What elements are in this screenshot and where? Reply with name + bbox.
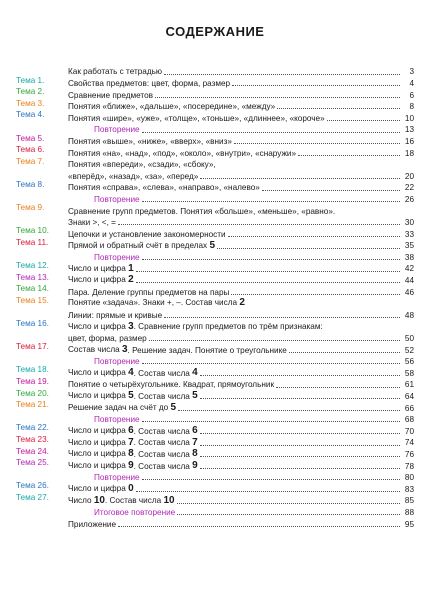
dot-leader	[142, 479, 400, 480]
toc-entry-title: Повторение	[94, 125, 140, 135]
toc-entry-topic-number: Тема 23.	[16, 435, 49, 444]
toc-entry-page: 83	[404, 484, 414, 494]
toc-entry-title: Состав числа 3	[68, 343, 128, 355]
toc-entry-body	[68, 123, 414, 135]
toc-entry-title: Приложение	[68, 519, 117, 529]
toc-entry-line	[68, 343, 414, 355]
dot-leader	[234, 143, 400, 144]
toc-entry-title-cont: . Состав числа	[133, 426, 190, 436]
toc-entry-page: 22	[404, 183, 414, 193]
table-of-contents	[16, 65, 414, 529]
toc-entry[interactable]	[16, 343, 414, 355]
dot-leader	[142, 201, 400, 202]
dot-leader	[178, 410, 400, 411]
toc-entry-title: Число и цифра 8	[68, 448, 134, 460]
dot-leader	[142, 363, 400, 364]
toc-entry[interactable]	[16, 251, 414, 263]
toc-entry-page: 48	[404, 310, 414, 320]
toc-entry-number: 1	[128, 262, 134, 274]
toc-entry-number: 5	[192, 390, 198, 402]
toc-entry-title-line2: Линии: прямые и кривые	[68, 310, 163, 320]
dot-leader	[142, 259, 400, 260]
toc-entry-line	[94, 355, 414, 367]
toc-entry-topic-number: Тема 6.	[16, 145, 45, 155]
dot-leader	[277, 108, 400, 109]
toc-entry[interactable]	[16, 517, 414, 529]
toc-entry-body	[68, 65, 414, 77]
toc-entry-number: 10	[93, 494, 105, 506]
toc-entry-title-cont: . Состав числа	[133, 392, 190, 402]
page-title: СОДЕРЖАНИЕ	[165, 24, 265, 39]
toc-entry-topic-number: Тема 2.	[16, 87, 45, 97]
toc-entry-number: 4	[128, 367, 134, 379]
dot-leader	[200, 375, 400, 376]
toc-entry-line	[68, 100, 414, 112]
toc-entry-body	[68, 343, 414, 355]
toc-entry-line	[68, 401, 414, 413]
toc-entry-body	[68, 181, 414, 193]
toc-entry[interactable]	[16, 482, 414, 494]
toc-entry-body	[68, 401, 414, 413]
toc-entry-topic-number: Тема 12.	[16, 261, 49, 271]
dot-leader	[149, 340, 400, 341]
toc-entry-number: 3	[128, 320, 134, 332]
toc-entry-body	[68, 482, 414, 494]
toc-entry[interactable]	[16, 471, 414, 483]
toc-entry-page: 76	[404, 449, 414, 459]
toc-entry-topic-number: Тема 1.	[16, 75, 45, 85]
toc-entry-line	[68, 494, 414, 506]
toc-entry-line	[68, 448, 414, 460]
toc-entry-line	[94, 123, 414, 135]
toc-entry-page: 46	[404, 287, 414, 297]
toc-entry-line	[94, 506, 414, 518]
toc-entry-body	[68, 88, 414, 100]
dot-leader	[118, 526, 400, 527]
dot-leader	[200, 433, 400, 434]
toc-entry-body	[68, 413, 414, 425]
toc-entry[interactable]	[16, 158, 414, 181]
toc-entry-topic-number: Тема 25.	[16, 458, 49, 468]
dot-leader	[217, 248, 400, 249]
toc-entry-title-line2: «вперёд», «назад», «за», «перед»	[68, 171, 199, 181]
toc-entry[interactable]	[16, 355, 414, 367]
toc-entry-line	[94, 251, 414, 263]
toc-entry-topic-number: Тема 27.	[16, 492, 49, 502]
toc-entry-line	[94, 193, 414, 205]
toc-entry-title-cont: . Состав числа	[133, 438, 190, 448]
toc-entry-page: 68	[404, 415, 414, 425]
toc-entry-topic-number: Тема 14.	[16, 284, 49, 294]
toc-entry-title-cont: . Состав числа	[104, 496, 162, 506]
toc-entry-line	[68, 181, 414, 193]
toc-entry-title: Число и цифра 5	[68, 390, 134, 402]
toc-entry-topic-number: Тема 24.	[16, 446, 49, 456]
toc-entry-title: Сравнение групп предметов. Понятия «больше», «меньше», «равно».	[68, 206, 336, 216]
toc-entry-line	[68, 158, 414, 170]
toc-entry-number: 2	[239, 297, 245, 309]
toc-entry-page: 8	[409, 102, 414, 112]
toc-entry-title-cont: . Состав числа	[133, 449, 190, 459]
toc-entry-body	[68, 297, 414, 320]
toc-entry[interactable]	[16, 181, 414, 193]
toc-entry-line	[68, 239, 414, 251]
toc-entry-body	[68, 262, 414, 274]
toc-entry-topic-number: Тема 18.	[16, 365, 49, 375]
toc-entry-topic-number: Тема 5.	[16, 133, 45, 143]
toc-entry-body	[68, 320, 414, 343]
toc-entry-page: 52	[404, 345, 414, 355]
toc-entry-topic-number: Тема 26.	[16, 481, 49, 491]
toc-entry-line	[68, 320, 414, 332]
toc-entry-page: 35	[404, 241, 414, 251]
toc-entry[interactable]	[16, 401, 414, 413]
toc-entry-title: Повторение	[94, 473, 140, 483]
toc-entry-title: Число и цифра 1	[68, 262, 134, 274]
toc-entry[interactable]	[16, 297, 414, 320]
dot-leader	[327, 120, 400, 121]
toc-entry[interactable]	[16, 123, 414, 135]
toc-entry[interactable]	[16, 239, 414, 251]
toc-entry-topic-number: Тема 16.	[16, 319, 49, 329]
toc-entry-title: Повторение	[94, 357, 140, 367]
toc-entry-body	[68, 135, 414, 147]
toc-entry-title: Понятие о четырёхугольнике. Квадрат, прямоугольник	[68, 380, 275, 390]
toc-entry-title: Число и цифра 3	[68, 320, 134, 332]
toc-entry[interactable]	[16, 100, 414, 112]
toc-entry-title: Понятия «впереди», «сзади», «сбоку»,	[68, 160, 216, 170]
toc-entry-page: 33	[404, 229, 414, 239]
toc-entry-body	[68, 158, 414, 181]
toc-entry-title: Число и цифра 0	[68, 482, 134, 494]
dot-leader	[142, 132, 400, 133]
toc-entry-page: 66	[404, 403, 414, 413]
toc-entry-body	[68, 366, 414, 378]
toc-entry-number: 5	[170, 401, 177, 413]
toc-entry-body	[68, 77, 414, 89]
dot-leader	[200, 456, 400, 457]
toc-entry-body	[68, 146, 414, 158]
toc-entry-title: Повторение	[94, 415, 140, 425]
toc-entry-title: Итоговое повторение	[94, 507, 176, 517]
toc-entry-topic-number: Тема 3.	[16, 98, 45, 108]
toc-entry[interactable]	[16, 494, 414, 506]
toc-entry[interactable]	[16, 459, 414, 471]
toc-entry-page: 42	[404, 264, 414, 274]
toc-entry-number: 9	[192, 459, 198, 471]
toc-entry-body	[68, 506, 414, 518]
toc-entry[interactable]	[16, 506, 414, 518]
toc-entry-line	[68, 436, 414, 448]
toc-entry-number: 8	[128, 448, 134, 460]
toc-entry-line	[68, 378, 414, 390]
toc-entry-line	[68, 135, 414, 147]
toc-entry-title: Понятия «шире», «уже», «толще», «тоньше», «длиннее», «короче»	[68, 113, 325, 123]
toc-entry-page: 88	[404, 507, 414, 517]
toc-entry-line	[68, 216, 414, 228]
toc-entry-number: 2	[128, 274, 134, 286]
toc-entry-topic-number: Тема 7.	[16, 156, 45, 166]
toc-entry-line	[94, 471, 414, 483]
dot-leader	[231, 294, 400, 295]
dot-leader	[200, 468, 400, 469]
toc-entry-line	[68, 146, 414, 158]
toc-entry-page: 70	[404, 426, 414, 436]
toc-entry-line	[68, 308, 414, 320]
toc-entry-line	[68, 459, 414, 471]
toc-entry[interactable]	[16, 413, 414, 425]
toc-entry[interactable]	[16, 424, 414, 436]
toc-entry-line	[68, 285, 414, 297]
toc-entry[interactable]	[16, 320, 414, 343]
toc-entry-body	[68, 471, 414, 483]
toc-entry-number: 10	[163, 494, 175, 506]
toc-entry[interactable]	[16, 274, 414, 286]
toc-entry-title: Число и цифра 4	[68, 367, 134, 379]
dot-leader	[164, 74, 400, 75]
toc-entry-title-line2: цвет, форма, размер	[68, 334, 147, 344]
toc-entry-number: 4	[192, 367, 198, 379]
toc-entry-line	[68, 482, 414, 494]
toc-entry-body	[68, 424, 414, 436]
toc-entry-page: 44	[404, 276, 414, 286]
toc-entry[interactable]	[16, 65, 414, 77]
toc-entry-page: 4	[409, 78, 414, 88]
toc-entry-line	[68, 169, 414, 181]
toc-entry-body	[68, 193, 414, 205]
toc-entry-line	[68, 274, 414, 286]
dot-leader	[200, 178, 400, 179]
toc-entry-page: 95	[404, 519, 414, 529]
toc-entry-body	[68, 111, 414, 123]
toc-entry-line	[68, 366, 414, 378]
toc-entry-line	[68, 65, 414, 77]
dot-leader	[276, 387, 400, 388]
toc-entry-line	[68, 517, 414, 529]
toc-entry-number: 6	[192, 425, 198, 436]
toc-entry-number: 7	[128, 436, 134, 448]
toc-entry-body	[68, 448, 414, 460]
toc-entry-body	[68, 239, 414, 251]
dot-leader	[232, 85, 400, 86]
toc-entry-line	[68, 88, 414, 100]
toc-entry-topic-number: Тема 11.	[16, 237, 49, 247]
toc-entry-line	[68, 390, 414, 402]
toc-entry[interactable]	[16, 135, 414, 147]
toc-entry-line	[68, 297, 414, 309]
toc-entry-page: 18	[404, 148, 414, 158]
toc-entry[interactable]	[16, 111, 414, 123]
toc-entry[interactable]	[16, 390, 414, 402]
toc-entry-title: Понятия «выше», «ниже», «вверх», «вниз»	[68, 136, 232, 146]
toc-entry-title: Свойства предметов: цвет, форма, размер	[68, 78, 231, 88]
toc-entry-line	[68, 204, 414, 216]
toc-entry-page: 13	[404, 125, 414, 135]
toc-entry[interactable]	[16, 262, 414, 274]
toc-entry-number: 6	[128, 425, 134, 436]
toc-entry-line	[68, 424, 414, 436]
toc-entry[interactable]	[16, 77, 414, 89]
toc-entry-line	[68, 332, 414, 344]
dot-leader	[289, 352, 400, 353]
dot-leader	[298, 155, 400, 156]
toc-entry-body	[68, 274, 414, 286]
toc-entry[interactable]	[16, 193, 414, 205]
dot-leader	[177, 503, 400, 504]
toc-entry[interactable]	[16, 227, 414, 239]
toc-entry-topic-number: Тема 13.	[16, 272, 49, 282]
toc-entry[interactable]	[16, 285, 414, 297]
toc-entry-topic-number: Тема 19.	[16, 377, 49, 387]
toc-entry-title: Решение задач на счёт до 5	[68, 401, 177, 413]
toc-entry-page: 3	[409, 67, 414, 77]
toc-entry-body	[68, 251, 414, 263]
dot-leader	[200, 445, 400, 446]
toc-entry-number: 9	[128, 459, 134, 471]
toc-entry-title: Цепочки и установление закономерности	[68, 229, 226, 239]
toc-entry-topic-number: Тема 8.	[16, 179, 45, 189]
toc-entry[interactable]	[16, 366, 414, 378]
toc-entry-title: Пара. Деление группы предметов на пары	[68, 287, 230, 297]
dot-leader	[118, 224, 400, 225]
toc-entry-topic-number: Тема 17.	[16, 342, 49, 352]
toc-entry-title: Понятия «справа», «слева», «направо», «налево»	[68, 183, 260, 193]
dot-leader	[228, 236, 400, 237]
dot-leader	[177, 514, 400, 515]
toc-entry-page: 6	[409, 90, 414, 100]
dot-leader	[142, 421, 400, 422]
toc-entry-topic-number: Тема 20.	[16, 388, 49, 398]
toc-entry-title: Как работать с тетрадью	[68, 67, 163, 77]
toc-entry-title: Понятия «на», «над», «под», «около», «внутри», «снаружи»	[68, 148, 297, 158]
toc-entry-page: 16	[404, 136, 414, 146]
toc-entry-page: 64	[404, 392, 414, 402]
toc-entry-page: 26	[404, 194, 414, 204]
toc-entry-title: Понятие «задача». Знаки +, –. Состав числа 2	[68, 297, 245, 309]
toc-entry-title: Прямой и обратный счёт в пределах 5	[68, 239, 215, 251]
toc-entry-number: 5	[128, 390, 134, 402]
dot-leader	[136, 491, 400, 492]
toc-entry-title-cont: . Состав числа	[133, 368, 190, 378]
toc-entry-title: Понятия «ближе», «дальше», «посередине», «между»	[68, 102, 276, 112]
toc-entry-topic-number: Тема 10.	[16, 226, 49, 236]
toc-entry-title: Число и цифра 9	[68, 459, 134, 471]
dot-leader	[164, 317, 400, 318]
toc-entry-page: 10	[404, 113, 414, 123]
toc-entry-topic-number: Тема 9.	[16, 203, 45, 213]
toc-entry-number: 8	[192, 448, 198, 460]
toc-entry-title-cont: . Сравнение групп предметов по трём признакам:	[133, 322, 323, 332]
toc-entry-line	[68, 77, 414, 89]
toc-entry-page: 58	[404, 368, 414, 378]
toc-entry-title: Сравнение предметов	[68, 90, 153, 100]
toc-entry[interactable]	[16, 88, 414, 100]
toc-entry-page: 38	[404, 252, 414, 262]
toc-entry-page: 78	[404, 461, 414, 471]
toc-entry-line	[68, 227, 414, 239]
toc-entry-title: Число и цифра 2	[68, 274, 134, 286]
toc-entry-title: Число 10	[68, 494, 105, 506]
toc-entry-page: 20	[404, 171, 414, 181]
toc-entry-body	[68, 100, 414, 112]
toc-entry-title: Повторение	[94, 194, 140, 204]
dot-leader	[136, 282, 400, 283]
dot-leader	[262, 190, 400, 191]
toc-entry-page: 56	[404, 357, 414, 367]
toc-entry-title: Число и цифра 7	[68, 436, 134, 448]
toc-entry-body	[68, 494, 414, 506]
toc-entry-body	[68, 459, 414, 471]
toc-entry-line	[68, 262, 414, 274]
toc-entry-body	[68, 285, 414, 297]
dot-leader	[155, 97, 400, 98]
toc-entry[interactable]	[16, 204, 414, 227]
toc-entry-line	[94, 413, 414, 425]
toc-entry-body	[68, 378, 414, 390]
toc-entry[interactable]	[16, 146, 414, 158]
toc-entry-page: 85	[404, 496, 414, 506]
dot-leader	[200, 398, 400, 399]
toc-entry-number: 3	[121, 343, 128, 355]
toc-entry-title: Число и цифра 6	[68, 425, 134, 436]
toc-entry-title: Повторение	[94, 252, 140, 262]
toc-entry-page: 80	[404, 473, 414, 483]
toc-entry-page: 50	[404, 334, 414, 344]
toc-entry-body	[68, 355, 414, 367]
toc-entry-line	[68, 111, 414, 123]
toc-entry-title-line2: Знаки >, <, =	[68, 218, 116, 228]
toc-entry-page: 74	[404, 438, 414, 448]
toc-entry-number: 0	[128, 482, 134, 494]
toc-entry-title-cont: . Решение задач. Понятие о треугольнике	[127, 345, 287, 355]
toc-entry-topic-number: Тема 15.	[16, 295, 49, 305]
toc-entry-number: 5	[209, 239, 215, 251]
toc-entry-topic-number: Тема 21.	[16, 400, 49, 410]
toc-entry-body	[68, 390, 414, 402]
toc-entry-body	[68, 204, 414, 227]
toc-entry-body	[68, 227, 414, 239]
toc-entry[interactable]	[16, 448, 414, 460]
toc-entry-title-cont: . Состав числа	[133, 461, 190, 471]
toc-entry-topic-number: Тема 22.	[16, 423, 49, 433]
toc-entry-number: 7	[192, 436, 198, 448]
toc-entry-topic-number: Тема 4.	[16, 110, 45, 120]
toc-entry-page: 61	[404, 380, 414, 390]
toc-entry[interactable]	[16, 378, 414, 390]
toc-entry-page: 30	[404, 218, 414, 228]
toc-entry[interactable]	[16, 436, 414, 448]
dot-leader	[136, 271, 400, 272]
toc-entry-body	[68, 436, 414, 448]
toc-entry-body	[68, 517, 414, 529]
